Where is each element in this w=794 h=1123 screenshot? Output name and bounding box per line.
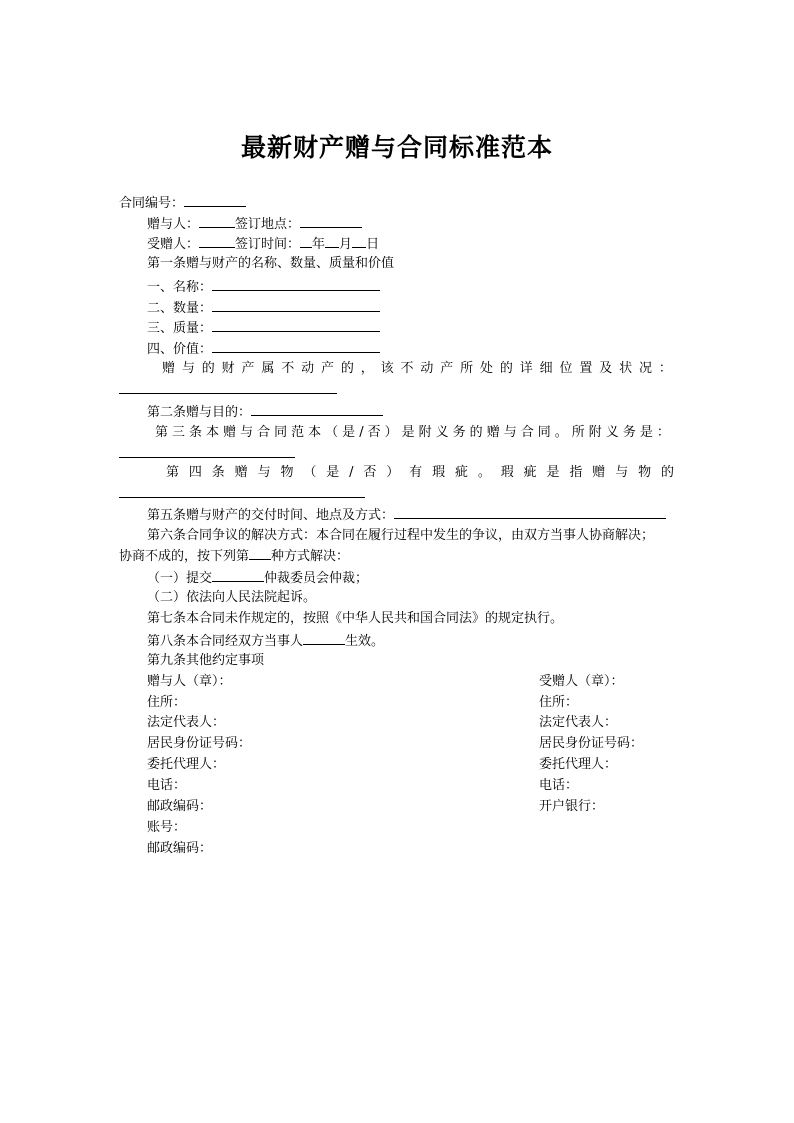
contract-number-label: 合同编号：: [119, 196, 185, 211]
donee-agent-label: 委托代理人：: [539, 757, 618, 772]
justified-char: ）: [384, 425, 398, 440]
justified-char: 动: [420, 361, 434, 376]
justified-char: 产: [241, 361, 255, 376]
donor-label: 赠与人：: [147, 217, 200, 232]
justified-char: 是: [342, 425, 356, 440]
justified-char: 与: [181, 361, 195, 376]
justified-char: 财: [221, 361, 235, 376]
justified-char: 所: [460, 361, 474, 376]
item-name-blank[interactable]: [212, 277, 380, 291]
arbitration-blank[interactable]: [212, 568, 264, 582]
delivery-blank[interactable]: [394, 505, 666, 519]
donor-account-label: 账号：: [147, 820, 187, 835]
article-6-line-2: [119, 546, 349, 566]
option-1-text-b: 仲裁委员会仲裁；: [264, 571, 369, 586]
article-5-label: 第五条赠与财产的交付时间、地点及方式：: [147, 508, 395, 523]
donee-id-label: 居民身份证号码：: [539, 736, 644, 751]
donor-agent-label: 委托代理人：: [147, 757, 226, 772]
donor-legal-rep-label: 法定代表人：: [147, 715, 226, 730]
justified-char: 否: [367, 425, 381, 440]
justified-char: 不: [400, 361, 414, 376]
justified-char: 。: [477, 465, 491, 480]
justified-char: 赠: [486, 425, 500, 440]
item-quantity-blank[interactable]: [212, 298, 380, 312]
article-6-text-a: 协商不成的，按下列第: [119, 549, 250, 564]
justified-char: 属: [261, 361, 275, 376]
donee-seal-label: 受赠人（章）：: [539, 674, 624, 689]
justified-char: 瑕: [432, 465, 446, 480]
justified-char: 附: [588, 425, 602, 440]
item-quality-label: 三、质量：: [147, 321, 213, 336]
justified-char: 的: [660, 465, 674, 480]
justified-char: ）: [386, 465, 400, 480]
article-8-line: [147, 631, 384, 651]
justified-char: 疵: [454, 465, 468, 480]
donee-legal-rep-label: 法定代表人：: [539, 715, 618, 730]
justified-char: 动: [301, 361, 315, 376]
donor-postcode-label: 邮政编码：: [147, 799, 213, 814]
justified-char: 详: [519, 361, 533, 376]
item-quality-blank[interactable]: [212, 318, 380, 332]
justified-char: 该: [380, 361, 394, 376]
article-8-text-a: 第八条本合同经双方当事人: [147, 634, 304, 649]
option-2-line: （二）依法向人民法院起诉。: [147, 590, 317, 605]
sign-place-label: 签订地点：: [235, 217, 301, 232]
option-1-line: [147, 568, 368, 588]
justified-char: 产: [440, 361, 454, 376]
justified-char: 不: [281, 361, 295, 376]
justified-char: 本: [206, 425, 220, 440]
justified-char: 条: [189, 425, 203, 440]
item-value-label: 四、价值：: [147, 342, 213, 357]
justified-char: 指: [569, 465, 583, 480]
donor-line: [147, 214, 362, 234]
justified-char: 是: [401, 425, 415, 440]
purpose-blank[interactable]: [251, 402, 383, 416]
justified-char: 本: [308, 425, 322, 440]
justified-char: 同: [274, 425, 288, 440]
document-title: 最新财产赠与合同标准范本: [240, 133, 553, 162]
obligation-blank[interactable]: [119, 456, 295, 458]
sign-time-label: 签订时间：: [235, 237, 301, 252]
donor-address-label: 住所：: [147, 695, 187, 710]
justified-char: 义: [435, 425, 449, 440]
justified-char: 及: [599, 361, 613, 376]
justified-char: ：: [658, 361, 672, 376]
justified-char: 第: [166, 465, 180, 480]
justified-char: /: [359, 425, 364, 440]
donor-id-label: 居民身份证号码：: [147, 736, 252, 751]
justified-char: 第: [155, 425, 169, 440]
justified-char: 的: [201, 361, 215, 376]
donee-label: 受赠人：: [147, 237, 200, 252]
justified-char: 务: [452, 425, 466, 440]
justified-char: 与: [503, 425, 517, 440]
justified-char: 是: [546, 465, 560, 480]
justified-char: 合: [257, 425, 271, 440]
donee-phone-label: 电话：: [539, 778, 579, 793]
justified-char: 四: [188, 465, 202, 480]
justified-char: 的: [340, 361, 354, 376]
justified-char: 有: [409, 465, 423, 480]
justified-char: ，: [360, 361, 374, 376]
justified-char: 同: [537, 425, 551, 440]
option-1-text-a: （一）提交: [147, 571, 213, 586]
item-quality-line: [147, 318, 380, 338]
donor-blank[interactable]: [199, 214, 235, 228]
justified-char: 产: [321, 361, 335, 376]
justified-char: 三: [172, 425, 186, 440]
sign-place-blank[interactable]: [300, 214, 362, 228]
month-label: 月: [339, 237, 353, 252]
month-blank[interactable]: [325, 234, 339, 248]
year-label: 年: [312, 237, 326, 252]
item-quantity-line: [147, 298, 380, 318]
justified-char: 的: [499, 361, 513, 376]
article-9-line: 第九条其他约定事项: [147, 653, 265, 668]
justified-char: 赠: [223, 425, 237, 440]
defect-blank[interactable]: [119, 496, 365, 498]
justified-char: 赠: [162, 361, 176, 376]
donee-bank-label: 开户银行：: [539, 799, 605, 814]
article-1-heading: 第一条赠与财产的名称、数量、质量和价值: [147, 256, 395, 271]
article-5-line: [147, 505, 666, 525]
donor-seal-label: 赠与人（章）：: [147, 674, 232, 689]
donee-line: [147, 234, 379, 254]
real-estate-line: [162, 360, 672, 378]
justified-char: 的: [469, 425, 483, 440]
donor-postcode-2-label: 邮政编码：: [147, 841, 213, 856]
justified-char: 是: [639, 425, 653, 440]
justified-char: 条: [211, 465, 225, 480]
justified-char: （: [303, 465, 317, 480]
year-blank[interactable]: [300, 234, 312, 248]
day-label: 日: [366, 237, 380, 252]
justified-char: （: [325, 425, 339, 440]
article-6-text-b: 种方式解决：: [271, 549, 350, 564]
donee-address-label: 住所：: [539, 695, 579, 710]
article-7-line: 第七条本合同未作规定的，按照《中华人民共和国合同法》的规定执行。: [147, 611, 564, 626]
justified-char: 。: [554, 425, 568, 440]
item-name-label: 一、名称：: [147, 280, 213, 295]
justified-char: 与: [257, 465, 271, 480]
justified-char: 范: [291, 425, 305, 440]
article-4-line: [166, 464, 674, 482]
contract-number-blank[interactable]: [184, 193, 246, 207]
justified-char: 疵: [523, 465, 537, 480]
justified-char: 是: [326, 465, 340, 480]
justified-char: 物: [638, 465, 652, 480]
justified-char: 瑕: [500, 465, 514, 480]
donor-phone-label: 电话：: [147, 778, 187, 793]
justified-char: ：: [656, 425, 670, 440]
item-value-blank[interactable]: [212, 339, 380, 353]
justified-char: 位: [559, 361, 573, 376]
justified-char: 与: [240, 425, 254, 440]
article-2-line: [147, 402, 383, 422]
justified-char: 附: [418, 425, 432, 440]
justified-char: 赠: [234, 465, 248, 480]
justified-char: 与: [615, 465, 629, 480]
item-name-line: [147, 277, 380, 297]
contract-number-line: [119, 193, 246, 213]
justified-char: 状: [619, 361, 633, 376]
justified-char: 赠: [592, 465, 606, 480]
article-3-line: [155, 424, 670, 442]
item-quantity-label: 二、数量：: [147, 301, 213, 316]
justified-char: 所: [571, 425, 585, 440]
justified-char: 处: [480, 361, 494, 376]
justified-char: /: [349, 465, 354, 480]
justified-char: 况: [639, 361, 653, 376]
justified-char: 否: [363, 465, 377, 480]
justified-char: 义: [605, 425, 619, 440]
article-6-line-1: 第六条合同争议的解决方式：本合同在履行过程中发生的争议，由双方当事人协商解决；: [147, 528, 655, 543]
justified-char: 务: [622, 425, 636, 440]
effective-blank[interactable]: [303, 631, 345, 645]
article-8-text-b: 生效。: [345, 634, 385, 649]
justified-char: 细: [539, 361, 553, 376]
article-2-label: 第二条赠与目的：: [147, 405, 252, 420]
item-value-line: [147, 339, 380, 359]
method-number-blank[interactable]: [249, 546, 271, 560]
donee-blank[interactable]: [199, 234, 235, 248]
justified-char: 物: [280, 465, 294, 480]
real-estate-blank[interactable]: [119, 392, 337, 394]
justified-char: 置: [579, 361, 593, 376]
justified-char: 合: [520, 425, 534, 440]
day-blank[interactable]: [352, 234, 366, 248]
